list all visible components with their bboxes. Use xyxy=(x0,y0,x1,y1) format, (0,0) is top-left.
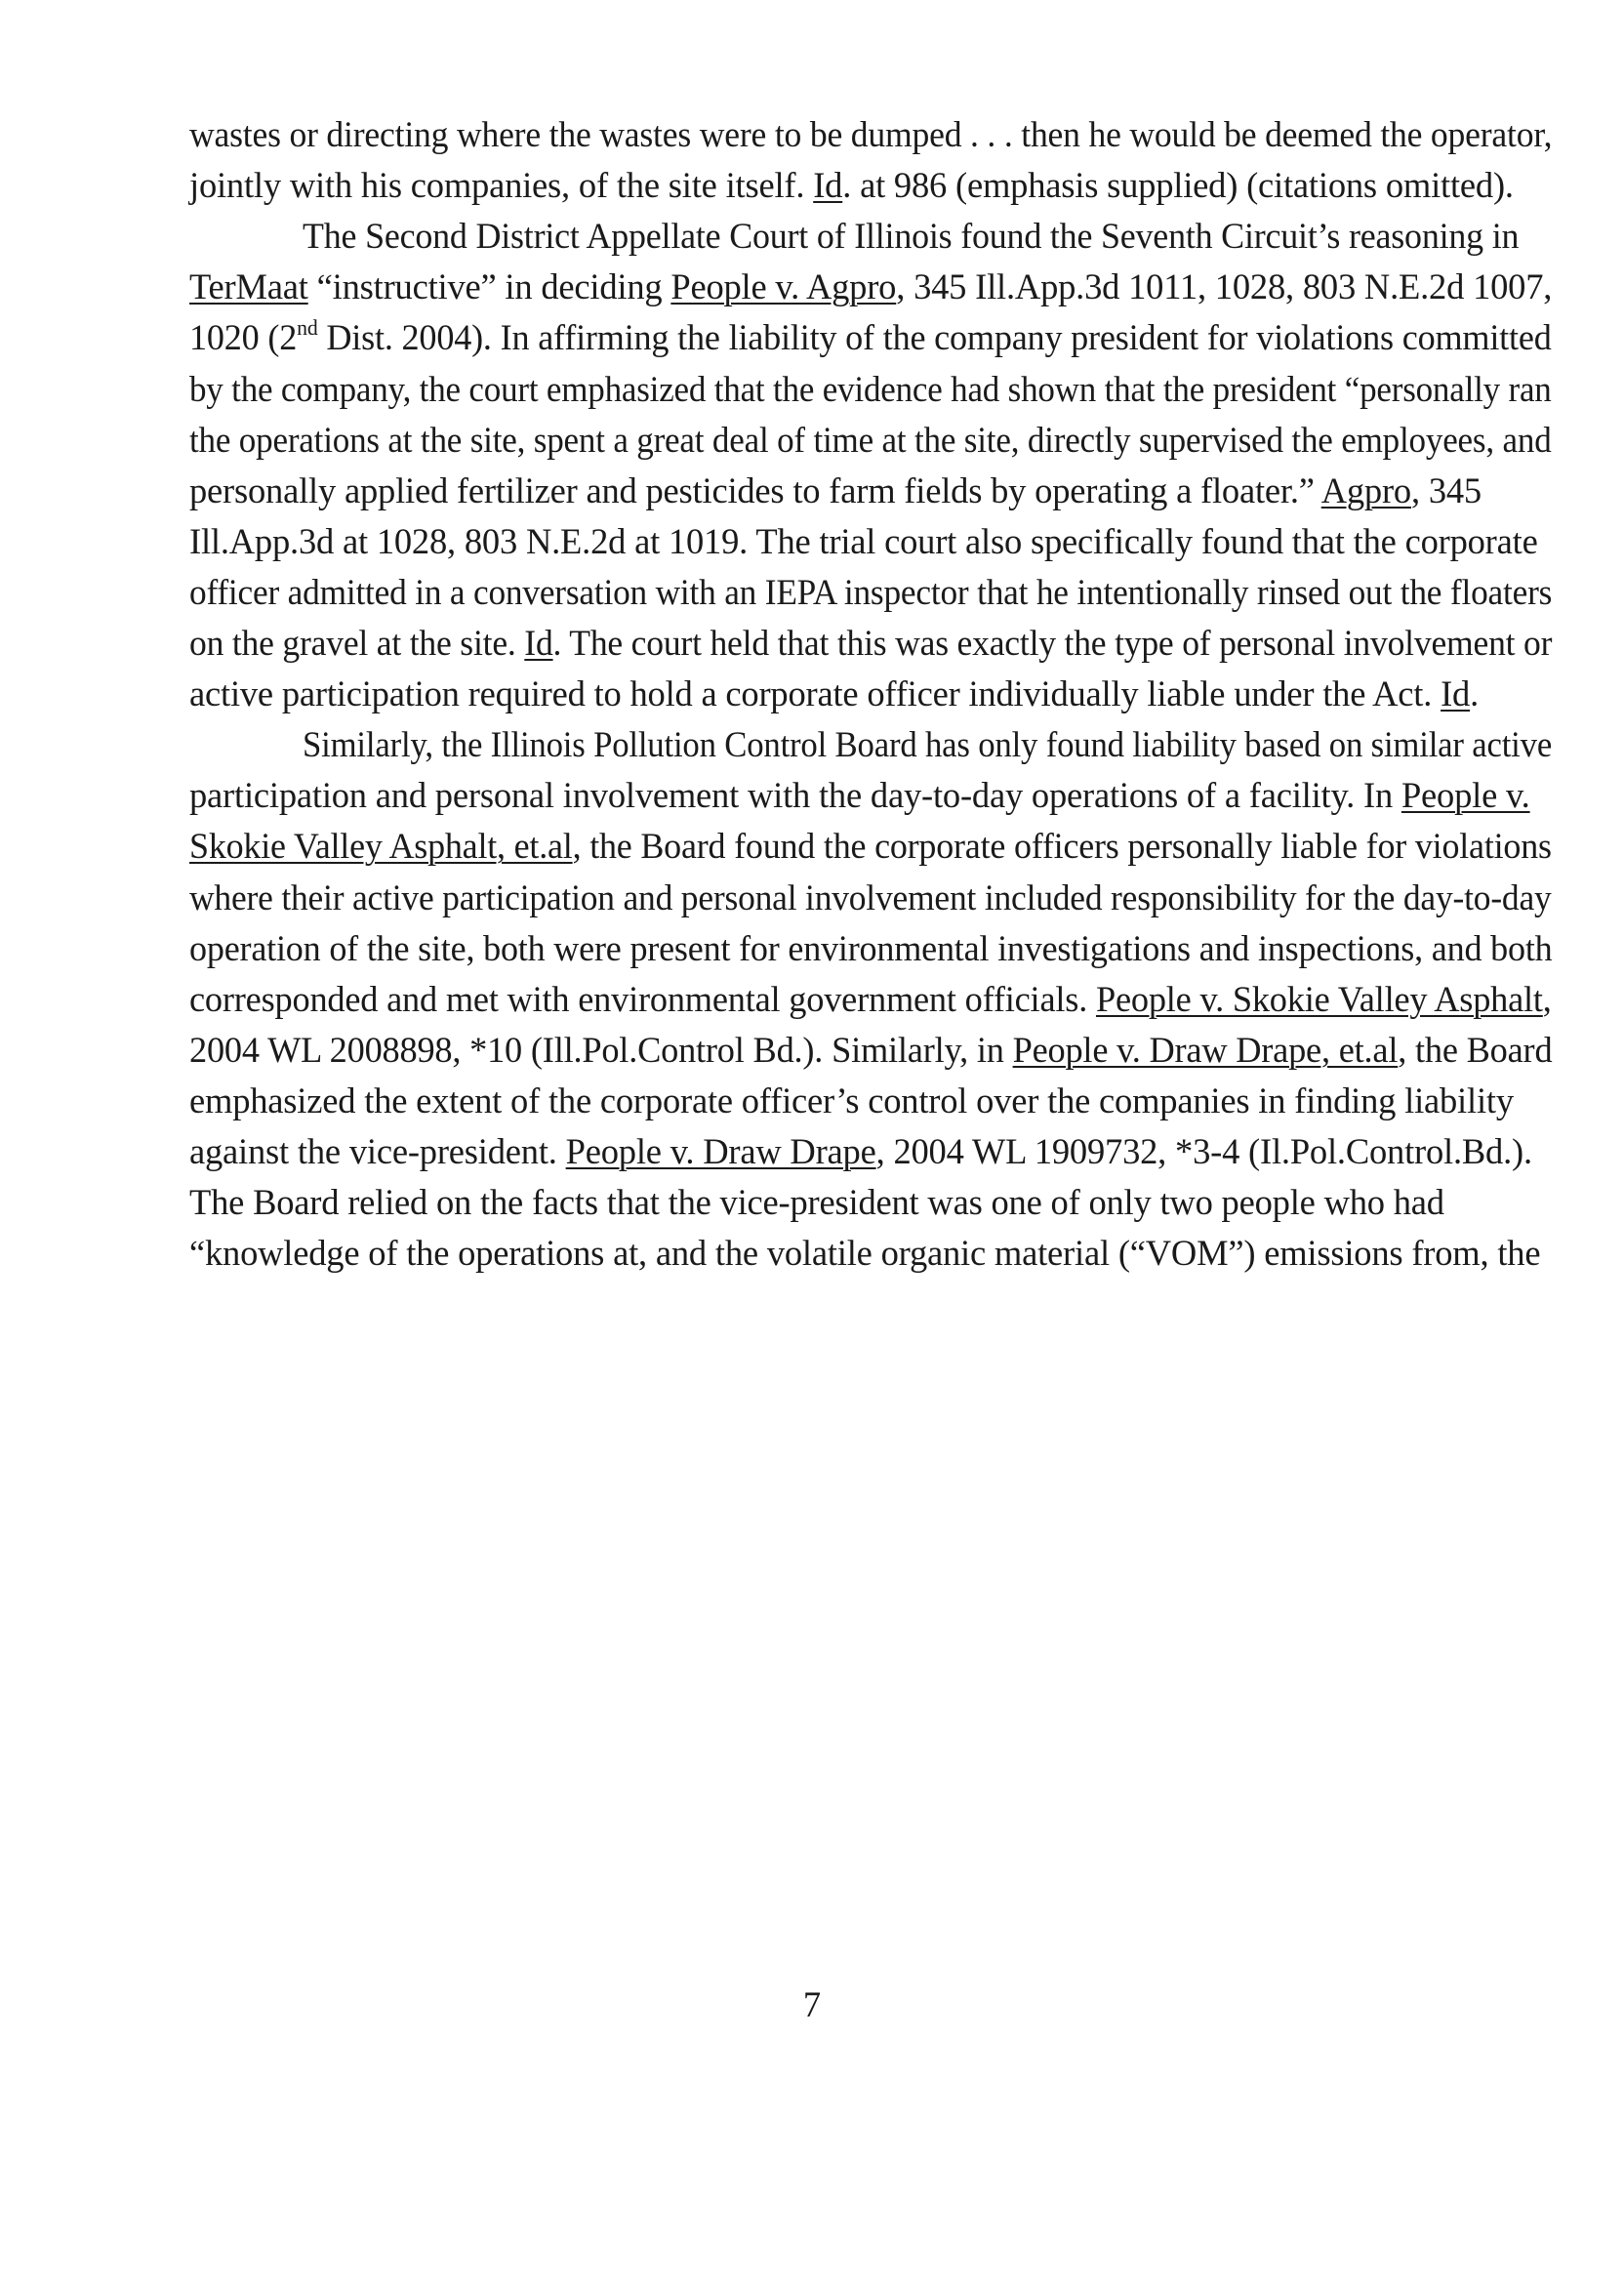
text-segment: personally applied fertilizer and pesticides to farm fields by operating a floater.” xyxy=(189,469,1321,510)
case-citation: Id xyxy=(524,623,553,663)
case-citation: Agpro xyxy=(1320,469,1411,510)
text-line xyxy=(189,622,1553,665)
text-segment: , xyxy=(1542,978,1552,1019)
text-line xyxy=(189,315,1552,359)
text-segment: The Second District Appellate Court of Illinois found the Seventh Circuit’s reasoning in xyxy=(303,216,1520,257)
text-line xyxy=(189,774,1530,817)
text-line xyxy=(189,419,1552,462)
text-line xyxy=(189,1029,1553,1072)
page-number: 7 xyxy=(802,1984,822,2024)
text-line xyxy=(189,469,1482,512)
text-segment: , the Board xyxy=(1398,1029,1553,1070)
text-line xyxy=(303,723,1553,766)
text-line xyxy=(189,1130,1532,1173)
text-segment: active participation required to hold a corporate officer individually liable under the Act. xyxy=(189,673,1441,714)
text-segment: . at 986 (emphasis supplied) (citations omitted). xyxy=(842,165,1514,206)
text-segment: . The court held that this was exactly the type of personal involvement or xyxy=(552,623,1553,663)
case-citation: People v. xyxy=(1401,775,1530,816)
case-citation: Id xyxy=(1441,673,1471,714)
text-segment: emphasized the extent of the corporate officer’s control over the companies in finding liability xyxy=(189,1080,1514,1121)
text-line xyxy=(189,1080,1514,1122)
text-line xyxy=(303,215,1552,258)
text-segment: wastes or directing where the wastes were to be dumped . . . then he would be deemed the operator, xyxy=(189,114,1553,154)
ordinal-superscript: nd xyxy=(297,315,318,341)
case-citation: People v. Draw Drape xyxy=(565,1131,876,1171)
text-segment: , 345 xyxy=(1410,469,1482,510)
text-segment: , 345 Ill.App.3d 1011, 1028, 803 N.E.2d 1007, xyxy=(896,266,1553,307)
text-line xyxy=(189,672,1480,715)
text-segment: by the company, the court emphasized that the evidence had shown that the president “personally ran xyxy=(189,368,1552,409)
text-segment: operation of the site, both were present for environmental investigations and inspections, and both xyxy=(189,927,1553,968)
text-segment: Similarly, the Illinois Pollution Control Board has only found liability based on similar active xyxy=(303,724,1553,765)
text-segment: officer admitted in a conversation with an IEPA inspector that he intentionally rinsed out the floaters xyxy=(189,571,1553,612)
text-segment: , the Board found the corporate officers personally liable for violations xyxy=(572,826,1552,867)
case-citation: People v. Draw Drape, et.al xyxy=(1012,1029,1399,1070)
text-line xyxy=(189,927,1553,970)
text-line xyxy=(189,164,1514,207)
text-line xyxy=(189,1181,1458,1224)
text-segment: jointly with his companies, of the site itself. xyxy=(189,165,814,206)
text-line xyxy=(189,978,1552,1021)
case-citation: Id xyxy=(813,165,843,206)
text-segment: against the vice-president. xyxy=(189,1131,566,1171)
text-line xyxy=(189,876,1552,919)
text-segment: participation and personal involvement with the day-to-day operations of a facility. In xyxy=(189,775,1401,816)
text-line xyxy=(189,825,1552,868)
text-segment: 2004 WL 2008898, *10 (Ill.Pol.Control Bd.). Similarly, in xyxy=(189,1029,1013,1070)
text-segment: Dist. 2004). In affirming the liability of the company president for violations committed xyxy=(317,317,1552,358)
text-line xyxy=(189,520,1538,563)
text-line xyxy=(189,265,1553,308)
text-segment: the operations at the site, spent a great deal of time at the site, directly supervised the employees, and xyxy=(189,419,1552,460)
text-segment: Ill.App.3d at 1028, 803 N.E.2d at 1019. The trial court also specifically found that the corporate xyxy=(189,520,1538,561)
text-segment: , 2004 WL 1909732, *3-4 (Il.Pol.Control.Bd.). xyxy=(875,1131,1532,1171)
text-segment: “instructive” in deciding xyxy=(307,266,671,307)
text-segment: where their active participation and personal involvement included responsibility for the day-to-day xyxy=(189,876,1552,917)
text-segment: “knowledge of the operations at, and the volatile organic material (“VOM”) emissions from, the xyxy=(189,1233,1541,1274)
case-citation: TerMaat xyxy=(189,266,308,307)
text-line xyxy=(189,571,1553,614)
text-segment: corresponded and met with environmental government officials. xyxy=(189,978,1096,1019)
text-segment: 1020 (2 xyxy=(189,317,298,358)
case-citation: Skokie Valley Asphalt, et.al xyxy=(189,826,573,867)
text-segment: . xyxy=(1470,673,1480,714)
text-line xyxy=(189,1232,1541,1275)
text-segment: The Board relied on the facts that the vice-president was one of only two people who had xyxy=(189,1182,1444,1223)
text-line xyxy=(189,113,1553,156)
text-segment: on the gravel at the site. xyxy=(189,623,525,663)
text-line xyxy=(189,368,1552,411)
case-citation: People v. Skokie Valley Asphalt xyxy=(1095,978,1543,1019)
case-citation: People v. Agpro xyxy=(670,266,897,307)
